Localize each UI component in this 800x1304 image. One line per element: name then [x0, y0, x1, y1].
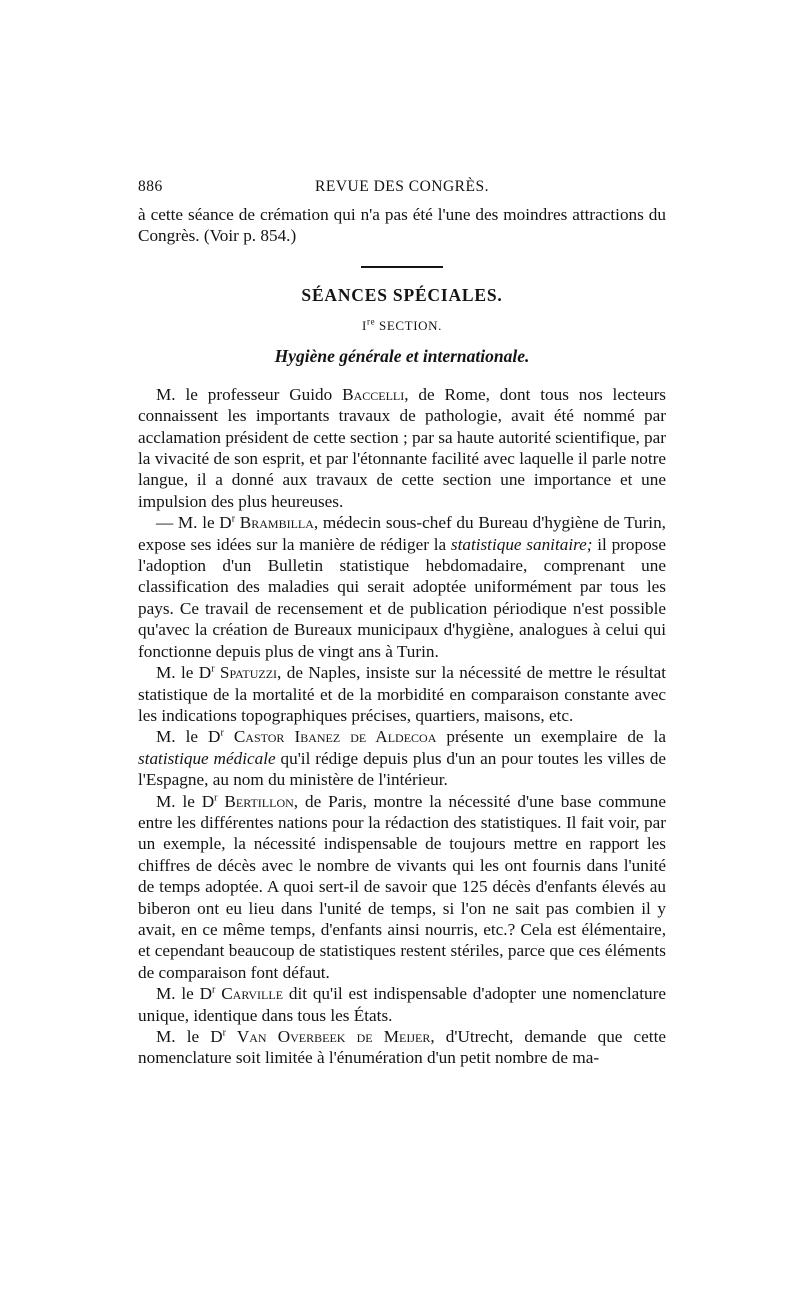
p1-text-b: , de Rome, dont tous nos lecteurs connaissent les importants travaux de pathologie, avait été nommé par acclamation président de cette section ; par sa haute autorité scientifique, par la vivacité de son esprit, et par l'étonnante facilité avec laquelle il parle notre langue, il a donné aux travaux de cette section une importance et une impulsion des plus heureuses.	[138, 384, 666, 511]
paragraph-ibanez	[138, 726, 666, 790]
p3-name: Spatuzzi	[214, 663, 278, 683]
p6-name: Carville	[215, 984, 284, 1004]
section-subtitle: Hygiène générale et internationale.	[274, 345, 530, 366]
p2-italic: statistique sanitaire;	[450, 534, 593, 554]
p2-text-b: , médecin sous-chef du Bureau d'hygiène de Turin, expose ses idées sur la manière de rédiger la	[138, 513, 666, 554]
section-number-rest: SECTION.	[375, 317, 442, 333]
p6-text-b: dit qu'il est indispensable d'adopter une nomenclature unique, identique dans tous les États.	[138, 984, 666, 1025]
paragraph-bertillon	[138, 791, 666, 984]
page-number: 886	[138, 178, 163, 195]
paragraph-brambilla	[138, 512, 666, 662]
p6-text-a: M. le D	[156, 984, 213, 1004]
p7-name: Van Overbeek de Meijer	[226, 1027, 431, 1046]
paragraph-van-overbeek	[138, 1026, 666, 1069]
p4-text-c: qu'il rédige depuis plus d'un an pour toutes les villes de l'Espagne, au nom du ministère de l'intérieur.	[138, 748, 666, 790]
paragraph-baccelli	[138, 384, 666, 512]
p7-text-a: M. le D	[156, 1027, 223, 1046]
p2-text-a: — M. le D	[156, 513, 232, 533]
section-title: SÉANCES SPÉCIALES.	[301, 284, 503, 305]
paragraph-spatuzzi	[138, 662, 666, 726]
p2-name: Brambilla	[235, 513, 314, 533]
section-number	[138, 318, 666, 334]
running-header	[138, 178, 666, 204]
page	[138, 178, 666, 1069]
section-rule	[361, 266, 443, 268]
paragraph-carville	[138, 983, 666, 1026]
p4-italic: statistique médicale	[138, 748, 276, 768]
p5-name: Bertillon	[217, 791, 294, 811]
p6-sup: r	[212, 984, 216, 996]
p5-text-b: , de Paris, montre la nécessité d'une base commune entre les différentes nations pour la rédaction des statistiques. Il fait voir, par un exemple, la nécessité indispensable de toujours mettre en rapport les chiffres de décès avec le nombre de vivants qui les ont fournis dans l'unité de temps adoptée. A quoi sert-il de savoir que 125 décès d'enfants élevés au biberon ont eu lieu dans l'unité de temps, si l'on ne sait pas combien il y avait, en ce même temps, d'enfants ainsi nourris, etc.? Cela est élémentaire, et cependant beaucoup de statistiques restent stériles, parce que ces éléments de comparaison font défaut.	[138, 791, 666, 982]
section-number-sup: re	[366, 316, 376, 327]
p5-text-a: M. le D	[156, 791, 215, 811]
p3-text-a: M. le D	[156, 663, 212, 683]
p4-name: Castor Ibanez de Aldecoa	[223, 727, 437, 747]
p3-text-b: , de Naples, insiste sur la nécessité de mettre le résultat statistique de la mortalité et de la morbidité en comparaison constante avec les indications topographiques précises, quartiers, maisons, etc.	[138, 663, 666, 725]
p2-sup: r	[231, 513, 236, 525]
section-number-main: I	[362, 317, 367, 333]
p2-text-c: il propose l'adoption d'un Bulletin statistique hebdomadaire, comprenant une classification des maladies qui serait adoptée uniformément par tous les pays. Ce travail de recensement et de publication périodique n'est possible qu'avec la création de Bureaux municipaux d'hygiène, analogues à celui qui fonctionne depuis plus de vingt ans à Turin.	[138, 534, 666, 661]
p7-sup: r	[222, 1027, 227, 1039]
p7-text-b: , d'Utrecht, demande que cette nomenclature soit limitée à l'énumération d'un petit nombre de ma-	[138, 1027, 666, 1068]
p4-text-a: M. le D	[156, 727, 221, 747]
intro-paragraph: à cette séance de crémation qui n'a pas été l'une des moindres attractions du Congrès. (Voir p. 854.)	[138, 205, 666, 246]
p3-sup: r	[211, 663, 215, 675]
p1-text-a: M. le professeur Guido	[156, 384, 343, 404]
p4-text-b: présente un exemplaire de la	[436, 727, 666, 747]
running-title: REVUE DES CONGRÈS.	[315, 178, 489, 195]
p5-sup: r	[214, 791, 218, 803]
p1-name: Baccelli	[342, 384, 405, 404]
p4-sup: r	[220, 727, 224, 739]
